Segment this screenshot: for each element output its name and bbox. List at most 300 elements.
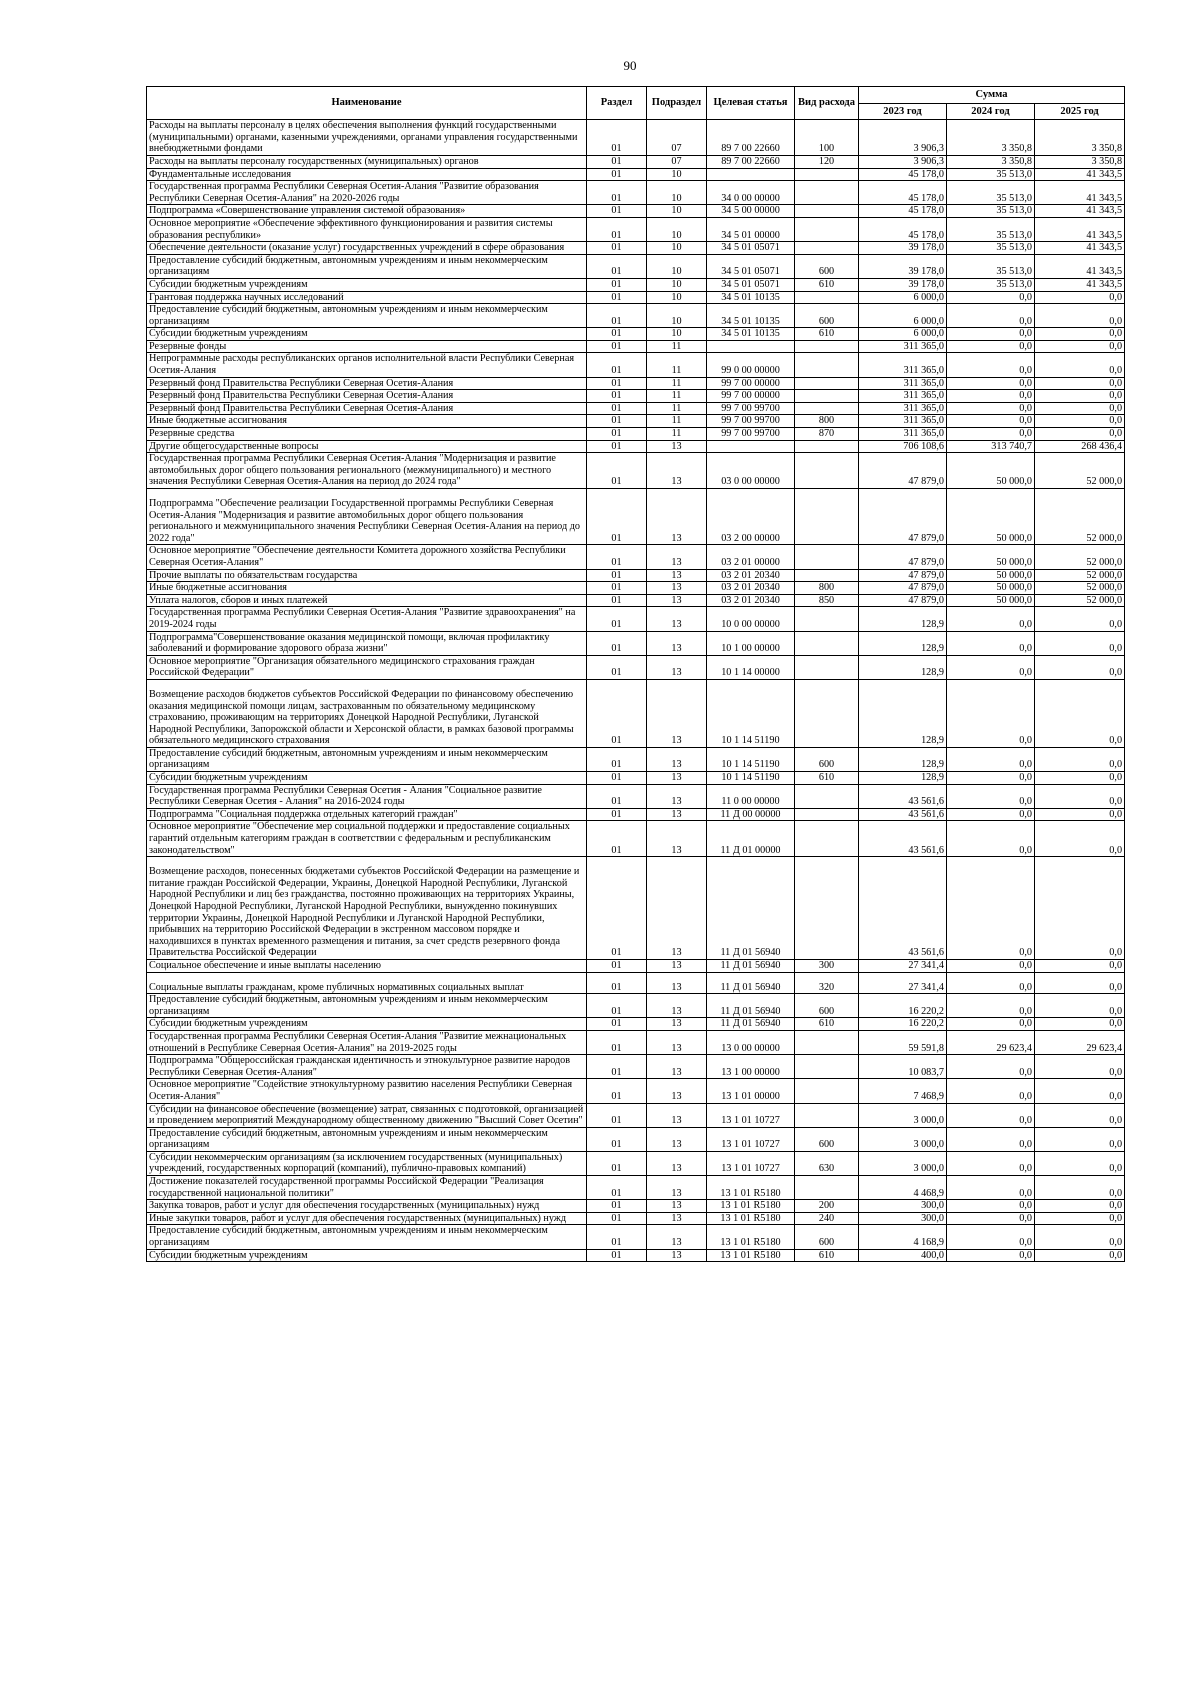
cell-target: 13 1 01 00000 xyxy=(707,1079,795,1103)
cell-expense-type xyxy=(795,1055,859,1079)
cell-target: 03 2 00 00000 xyxy=(707,489,795,545)
table-row xyxy=(147,120,1125,156)
cell-subsection: 13 xyxy=(647,1018,707,1031)
cell-sum-2025: 0,0 xyxy=(1035,679,1125,747)
cell-name: Предоставление субсидий бюджетным, автономным учреждениям и иным некоммерческим организациям xyxy=(147,254,587,278)
cell-sum-2024: 0,0 xyxy=(947,821,1035,857)
cell-expense-type xyxy=(795,607,859,631)
cell-sum-2024: 35 513,0 xyxy=(947,205,1035,218)
cell-name: Подпрограмма «Совершенствование управления системой образования» xyxy=(147,205,587,218)
cell-subsection: 13 xyxy=(647,821,707,857)
cell-sum-2024: 0,0 xyxy=(947,772,1035,785)
cell-sum-2023: 43 561,6 xyxy=(859,784,947,808)
table-row xyxy=(147,994,1125,1018)
cell-sum-2025: 0,0 xyxy=(1035,1225,1125,1249)
cell-subsection: 13 xyxy=(647,784,707,808)
cell-name: Резервный фонд Правительства Республики Северная Осетия-Алания xyxy=(147,390,587,403)
cell-sum-2023: 45 178,0 xyxy=(859,205,947,218)
cell-sum-2025: 52 000,0 xyxy=(1035,569,1125,582)
cell-subsection: 10 xyxy=(647,291,707,304)
cell-sum-2025: 0,0 xyxy=(1035,377,1125,390)
cell-name: Социальное обеспечение и иные выплаты населению xyxy=(147,959,587,972)
table-row xyxy=(147,972,1125,994)
cell-sum-2023: 27 341,4 xyxy=(859,959,947,972)
cell-sum-2025: 0,0 xyxy=(1035,808,1125,821)
cell-expense-type: 600 xyxy=(795,1127,859,1151)
cell-subsection: 07 xyxy=(647,120,707,156)
cell-sum-2023: 4 468,9 xyxy=(859,1176,947,1200)
header-name: Наименование xyxy=(147,87,587,120)
table-row xyxy=(147,607,1125,631)
cell-section: 01 xyxy=(587,1225,647,1249)
cell-section: 01 xyxy=(587,631,647,655)
cell-subsection: 13 xyxy=(647,631,707,655)
cell-sum-2025: 3 350,8 xyxy=(1035,155,1125,168)
cell-target: 03 2 01 20340 xyxy=(707,594,795,607)
table-row xyxy=(147,155,1125,168)
cell-subsection: 10 xyxy=(647,328,707,341)
cell-subsection: 13 xyxy=(647,1249,707,1262)
cell-sum-2023: 47 879,0 xyxy=(859,453,947,489)
cell-subsection: 13 xyxy=(647,1200,707,1213)
cell-sum-2023: 45 178,0 xyxy=(859,217,947,241)
cell-expense-type xyxy=(795,784,859,808)
cell-section: 01 xyxy=(587,607,647,631)
cell-section: 01 xyxy=(587,353,647,377)
cell-target: 34 5 01 10135 xyxy=(707,328,795,341)
cell-sum-2024: 0,0 xyxy=(947,959,1035,972)
cell-sum-2025: 41 343,5 xyxy=(1035,254,1125,278)
cell-sum-2023: 128,9 xyxy=(859,655,947,679)
cell-sum-2024: 35 513,0 xyxy=(947,242,1035,255)
table-row xyxy=(147,821,1125,857)
cell-target: 03 2 01 20340 xyxy=(707,569,795,582)
cell-expense-type xyxy=(795,217,859,241)
cell-expense-type: 600 xyxy=(795,1225,859,1249)
cell-name: Резервные средства xyxy=(147,428,587,441)
cell-section: 01 xyxy=(587,1200,647,1213)
cell-target: 13 1 01 R5180 xyxy=(707,1176,795,1200)
cell-sum-2023: 300,0 xyxy=(859,1200,947,1213)
cell-sum-2025: 0,0 xyxy=(1035,340,1125,353)
cell-target: 99 7 00 99700 xyxy=(707,415,795,428)
cell-sum-2024: 0,0 xyxy=(947,808,1035,821)
header-expense-type: Вид расхода xyxy=(795,87,859,120)
cell-sum-2024: 0,0 xyxy=(947,1200,1035,1213)
cell-sum-2025: 41 343,5 xyxy=(1035,205,1125,218)
table-row xyxy=(147,545,1125,569)
cell-subsection: 10 xyxy=(647,254,707,278)
cell-sum-2024: 0,0 xyxy=(947,1151,1035,1175)
cell-section: 01 xyxy=(587,390,647,403)
cell-sum-2023: 3 000,0 xyxy=(859,1103,947,1127)
cell-sum-2023: 39 178,0 xyxy=(859,254,947,278)
table-row xyxy=(147,181,1125,205)
cell-sum-2024: 0,0 xyxy=(947,340,1035,353)
table-row xyxy=(147,205,1125,218)
cell-section: 01 xyxy=(587,1018,647,1031)
header-section: Раздел xyxy=(587,87,647,120)
cell-expense-type: 320 xyxy=(795,972,859,994)
cell-subsection: 13 xyxy=(647,440,707,453)
cell-section: 01 xyxy=(587,1151,647,1175)
table-row xyxy=(147,254,1125,278)
cell-sum-2023: 128,9 xyxy=(859,747,947,771)
cell-section: 01 xyxy=(587,304,647,328)
table-row xyxy=(147,1176,1125,1200)
cell-target: 89 7 00 22660 xyxy=(707,155,795,168)
cell-sum-2024: 0,0 xyxy=(947,1225,1035,1249)
cell-sum-2025: 41 343,5 xyxy=(1035,168,1125,181)
cell-name: Субсидии бюджетным учреждениям xyxy=(147,278,587,291)
cell-expense-type: 100 xyxy=(795,120,859,156)
cell-expense-type xyxy=(795,440,859,453)
budget-table xyxy=(146,86,1125,1262)
cell-sum-2025: 52 000,0 xyxy=(1035,489,1125,545)
cell-name: Основное мероприятие "Организация обязательного медицинского страхования граждан Российской Федерации" xyxy=(147,655,587,679)
cell-target: 11 Д 00 00000 xyxy=(707,808,795,821)
cell-sum-2025: 0,0 xyxy=(1035,857,1125,960)
cell-sum-2025: 0,0 xyxy=(1035,631,1125,655)
table-body xyxy=(147,120,1125,1262)
cell-expense-type: 610 xyxy=(795,1249,859,1262)
cell-section: 01 xyxy=(587,328,647,341)
cell-name: Субсидии некоммерческим организациям (за исключением государственных (муниципальных) учреждений, государственных корпораций (компаний), публично-правовых компаний) xyxy=(147,1151,587,1175)
cell-expense-type xyxy=(795,340,859,353)
cell-sum-2025: 0,0 xyxy=(1035,1127,1125,1151)
cell-sum-2024: 0,0 xyxy=(947,1212,1035,1225)
cell-sum-2024: 0,0 xyxy=(947,304,1035,328)
table-row xyxy=(147,242,1125,255)
cell-name: Грантовая поддержка научных исследований xyxy=(147,291,587,304)
cell-sum-2023: 27 341,4 xyxy=(859,972,947,994)
cell-sum-2023: 39 178,0 xyxy=(859,278,947,291)
header-2024: 2024 год xyxy=(947,103,1035,120)
cell-section: 01 xyxy=(587,1103,647,1127)
cell-target xyxy=(707,168,795,181)
cell-section: 01 xyxy=(587,594,647,607)
cell-sum-2025: 0,0 xyxy=(1035,784,1125,808)
cell-sum-2023: 47 879,0 xyxy=(859,582,947,595)
cell-name: Обеспечение деятельности (оказание услуг) государственных учреждений в сфере образования xyxy=(147,242,587,255)
cell-expense-type xyxy=(795,821,859,857)
cell-target: 99 7 00 99700 xyxy=(707,402,795,415)
cell-section: 01 xyxy=(587,181,647,205)
cell-target: 11 Д 01 56940 xyxy=(707,857,795,960)
header-sum: Сумма xyxy=(859,87,1125,104)
cell-name: Государственная программа Республики Северная Осетия-Алания "Модернизация и развитие автомобильных дорог общего пользования регионального (межмуниципального) и местного значения Республики Северная Осетия-Алания на период до 2024 года" xyxy=(147,453,587,489)
cell-name: Непрограммные расходы республиканских органов исполнительной власти Республики Северная Осетия-Алания xyxy=(147,353,587,377)
cell-section: 01 xyxy=(587,857,647,960)
cell-name: Подпрограмма "Обеспечение реализации Государственной программы Республики Северная Осетия-Алания "Модернизация и развитие автомобильных дорог общего пользования регионального и межмуниципального значения Республики Северная Осетия-Алания на период до 2022 года" xyxy=(147,489,587,545)
cell-sum-2025: 52 000,0 xyxy=(1035,582,1125,595)
header-2025: 2025 год xyxy=(1035,103,1125,120)
cell-sum-2023: 4 168,9 xyxy=(859,1225,947,1249)
cell-sum-2025: 0,0 xyxy=(1035,1018,1125,1031)
cell-sum-2023: 10 083,7 xyxy=(859,1055,947,1079)
cell-subsection: 13 xyxy=(647,972,707,994)
cell-name: Субсидии бюджетным учреждениям xyxy=(147,328,587,341)
cell-target: 13 1 01 R5180 xyxy=(707,1212,795,1225)
cell-section: 01 xyxy=(587,1055,647,1079)
cell-sum-2024: 35 513,0 xyxy=(947,254,1035,278)
cell-section: 01 xyxy=(587,1176,647,1200)
cell-section: 01 xyxy=(587,1249,647,1262)
cell-target: 11 Д 01 56940 xyxy=(707,959,795,972)
cell-sum-2024: 29 623,4 xyxy=(947,1030,1035,1054)
cell-sum-2025: 0,0 xyxy=(1035,304,1125,328)
cell-section: 01 xyxy=(587,972,647,994)
cell-name: Предоставление субсидий бюджетным, автономным учреждениям и иным некоммерческим организациям xyxy=(147,1225,587,1249)
cell-subsection: 10 xyxy=(647,304,707,328)
cell-sum-2024: 0,0 xyxy=(947,747,1035,771)
cell-name: Государственная программа Республики Северная Осетия-Алания "Развитие межнациональных отношений в Республике Северная Осетия-Алания" на 2019-2025 годы xyxy=(147,1030,587,1054)
cell-sum-2023: 47 879,0 xyxy=(859,489,947,545)
cell-sum-2025: 0,0 xyxy=(1035,1151,1125,1175)
cell-sum-2024: 0,0 xyxy=(947,1249,1035,1262)
cell-expense-type: 870 xyxy=(795,428,859,441)
cell-sum-2023: 47 879,0 xyxy=(859,569,947,582)
cell-subsection: 11 xyxy=(647,353,707,377)
cell-target: 99 7 00 00000 xyxy=(707,377,795,390)
table-row xyxy=(147,1030,1125,1054)
cell-subsection: 13 xyxy=(647,655,707,679)
cell-subsection: 07 xyxy=(647,155,707,168)
cell-sum-2024: 50 000,0 xyxy=(947,545,1035,569)
table-row xyxy=(147,808,1125,821)
cell-sum-2025: 0,0 xyxy=(1035,328,1125,341)
table-row xyxy=(147,1103,1125,1127)
cell-subsection: 13 xyxy=(647,594,707,607)
cell-expense-type xyxy=(795,353,859,377)
table-row xyxy=(147,217,1125,241)
cell-target: 03 0 00 00000 xyxy=(707,453,795,489)
cell-section: 01 xyxy=(587,821,647,857)
cell-sum-2024: 0,0 xyxy=(947,994,1035,1018)
cell-target: 34 5 01 05071 xyxy=(707,242,795,255)
cell-name: Государственная программа Республики Северная Осетия-Алания "Развитие здравоохранения" на 2019-2024 годы xyxy=(147,607,587,631)
cell-name: Расходы на выплаты персоналу государственных (муниципальных) органов xyxy=(147,155,587,168)
cell-target: 13 1 01 10727 xyxy=(707,1103,795,1127)
cell-expense-type: 800 xyxy=(795,415,859,428)
cell-expense-type: 240 xyxy=(795,1212,859,1225)
cell-sum-2024: 0,0 xyxy=(947,607,1035,631)
cell-expense-type xyxy=(795,545,859,569)
cell-sum-2024: 0,0 xyxy=(947,655,1035,679)
cell-sum-2023: 311 365,0 xyxy=(859,428,947,441)
cell-target: 13 1 01 10727 xyxy=(707,1127,795,1151)
cell-expense-type: 600 xyxy=(795,994,859,1018)
table-row xyxy=(147,415,1125,428)
cell-subsection: 13 xyxy=(647,1079,707,1103)
table-row xyxy=(147,772,1125,785)
table-row xyxy=(147,1225,1125,1249)
cell-sum-2023: 43 561,6 xyxy=(859,808,947,821)
cell-expense-type: 120 xyxy=(795,155,859,168)
cell-sum-2023: 128,9 xyxy=(859,679,947,747)
cell-sum-2025: 0,0 xyxy=(1035,994,1125,1018)
cell-sum-2023: 3 906,3 xyxy=(859,155,947,168)
cell-expense-type xyxy=(795,390,859,403)
cell-sum-2024: 0,0 xyxy=(947,972,1035,994)
cell-section: 01 xyxy=(587,569,647,582)
cell-expense-type xyxy=(795,631,859,655)
cell-expense-type: 850 xyxy=(795,594,859,607)
header-subsection: Подраздел xyxy=(647,87,707,120)
cell-sum-2024: 0,0 xyxy=(947,291,1035,304)
cell-name: Достижение показателей государственной программы Российской Федерации "Реализация государственной национальной политики" xyxy=(147,1176,587,1200)
cell-target xyxy=(707,440,795,453)
cell-sum-2024: 0,0 xyxy=(947,1079,1035,1103)
cell-sum-2024: 0,0 xyxy=(947,679,1035,747)
cell-sum-2024: 313 740,7 xyxy=(947,440,1035,453)
cell-sum-2023: 47 879,0 xyxy=(859,594,947,607)
cell-name: Предоставление субсидий бюджетным, автономным учреждениям и иным некоммерческим организациям xyxy=(147,994,587,1018)
table-row xyxy=(147,390,1125,403)
cell-subsection: 13 xyxy=(647,545,707,569)
cell-sum-2024: 50 000,0 xyxy=(947,453,1035,489)
cell-section: 01 xyxy=(587,120,647,156)
cell-name: Резервные фонды xyxy=(147,340,587,353)
table-row xyxy=(147,291,1125,304)
cell-name: Иные бюджетные ассигнования xyxy=(147,582,587,595)
cell-sum-2024: 3 350,8 xyxy=(947,120,1035,156)
cell-sum-2023: 39 178,0 xyxy=(859,242,947,255)
cell-expense-type xyxy=(795,181,859,205)
cell-sum-2023: 311 365,0 xyxy=(859,353,947,377)
cell-sum-2025: 0,0 xyxy=(1035,1212,1125,1225)
cell-subsection: 13 xyxy=(647,808,707,821)
cell-target: 13 1 01 10727 xyxy=(707,1151,795,1175)
cell-target: 11 0 00 00000 xyxy=(707,784,795,808)
cell-expense-type: 630 xyxy=(795,1151,859,1175)
cell-name: Возмещение расходов, понесенных бюджетами субъектов Российской Федерации на размещение и питание граждан Российской Федерации, Украины, Донецкой Народной Республики, Луганской Народной Республики и лиц без гражданства, постоянно проживающих на территориях Украины, Донецкой Народной Республики, Луганской Народной Республики, вынужденно покинувших территории Украины, Донецкой Народной Республики и Луганской Народной Республики, прибывших на территорию Российской Федерации в экстренном массовом порядке и находившихся в пунктах временного размещения и питания, за счет средств резервного фонда Правительства Российской Федерации xyxy=(147,857,587,960)
cell-sum-2023: 706 108,6 xyxy=(859,440,947,453)
cell-section: 01 xyxy=(587,254,647,278)
cell-subsection: 13 xyxy=(647,1055,707,1079)
cell-sum-2023: 6 000,0 xyxy=(859,328,947,341)
cell-target: 13 1 01 R5180 xyxy=(707,1225,795,1249)
cell-sum-2025: 0,0 xyxy=(1035,1200,1125,1213)
cell-sum-2023: 47 879,0 xyxy=(859,545,947,569)
cell-target: 11 Д 01 56940 xyxy=(707,972,795,994)
cell-subsection: 13 xyxy=(647,489,707,545)
cell-subsection: 13 xyxy=(647,582,707,595)
cell-target: 34 5 01 00000 xyxy=(707,217,795,241)
cell-sum-2024: 50 000,0 xyxy=(947,569,1035,582)
table-row xyxy=(147,1055,1125,1079)
table-row xyxy=(147,278,1125,291)
cell-sum-2024: 0,0 xyxy=(947,328,1035,341)
cell-expense-type xyxy=(795,655,859,679)
cell-section: 01 xyxy=(587,1127,647,1151)
cell-target: 10 1 00 00000 xyxy=(707,631,795,655)
cell-subsection: 11 xyxy=(647,340,707,353)
cell-sum-2023: 311 365,0 xyxy=(859,377,947,390)
cell-section: 01 xyxy=(587,168,647,181)
cell-target: 10 1 14 51190 xyxy=(707,772,795,785)
cell-name: Предоставление субсидий бюджетным, автономным учреждениям и иным некоммерческим организациям xyxy=(147,304,587,328)
cell-sum-2023: 300,0 xyxy=(859,1212,947,1225)
cell-section: 01 xyxy=(587,1079,647,1103)
cell-target: 34 5 01 05071 xyxy=(707,278,795,291)
cell-target: 10 1 14 51190 xyxy=(707,747,795,771)
cell-sum-2023: 311 365,0 xyxy=(859,340,947,353)
cell-sum-2024: 0,0 xyxy=(947,1127,1035,1151)
cell-sum-2024: 35 513,0 xyxy=(947,217,1035,241)
cell-sum-2024: 0,0 xyxy=(947,1055,1035,1079)
cell-sum-2025: 0,0 xyxy=(1035,747,1125,771)
cell-target: 34 0 00 00000 xyxy=(707,181,795,205)
cell-sum-2023: 400,0 xyxy=(859,1249,947,1262)
cell-name: Подпрограмма"Совершенствование оказания медицинской помощи, включая профилактику заболеваний и формирование здорового образа жизни" xyxy=(147,631,587,655)
cell-sum-2024: 0,0 xyxy=(947,784,1035,808)
cell-name: Другие общегосударственные вопросы xyxy=(147,440,587,453)
cell-subsection: 13 xyxy=(647,453,707,489)
cell-expense-type: 600 xyxy=(795,254,859,278)
cell-subsection: 11 xyxy=(647,402,707,415)
cell-sum-2025: 41 343,5 xyxy=(1035,217,1125,241)
cell-section: 01 xyxy=(587,747,647,771)
cell-expense-type xyxy=(795,489,859,545)
cell-name: Основное мероприятие «Обеспечение эффективного функционирования и развития системы образования республики» xyxy=(147,217,587,241)
cell-expense-type xyxy=(795,808,859,821)
cell-sum-2024: 50 000,0 xyxy=(947,489,1035,545)
cell-target: 11 Д 01 56940 xyxy=(707,1018,795,1031)
cell-target: 13 1 01 R5180 xyxy=(707,1249,795,1262)
cell-sum-2024: 35 513,0 xyxy=(947,181,1035,205)
cell-subsection: 10 xyxy=(647,242,707,255)
table-row xyxy=(147,1200,1125,1213)
cell-target: 10 1 14 00000 xyxy=(707,655,795,679)
cell-sum-2024: 0,0 xyxy=(947,1103,1035,1127)
cell-sum-2023: 3 000,0 xyxy=(859,1151,947,1175)
cell-sum-2025: 0,0 xyxy=(1035,772,1125,785)
cell-sum-2023: 311 365,0 xyxy=(859,415,947,428)
cell-subsection: 10 xyxy=(647,278,707,291)
cell-section: 01 xyxy=(587,489,647,545)
cell-sum-2023: 128,9 xyxy=(859,772,947,785)
cell-subsection: 11 xyxy=(647,428,707,441)
cell-sum-2024: 0,0 xyxy=(947,631,1035,655)
cell-sum-2025: 0,0 xyxy=(1035,353,1125,377)
cell-expense-type xyxy=(795,377,859,390)
cell-sum-2025: 52 000,0 xyxy=(1035,545,1125,569)
cell-name: Предоставление субсидий бюджетным, автономным учреждениям и иным некоммерческим организациям xyxy=(147,747,587,771)
cell-name: Субсидии на финансовое обеспечение (возмещение) затрат, связанных с подготовкой, организацией и проведением мероприятий Международному общественному движению "Высший Совет Осетин" xyxy=(147,1103,587,1127)
table-row xyxy=(147,679,1125,747)
cell-section: 01 xyxy=(587,242,647,255)
cell-sum-2025: 41 343,5 xyxy=(1035,242,1125,255)
cell-sum-2023: 3 906,3 xyxy=(859,120,947,156)
cell-expense-type: 600 xyxy=(795,304,859,328)
cell-section: 01 xyxy=(587,959,647,972)
cell-expense-type xyxy=(795,679,859,747)
cell-target: 03 2 01 20340 xyxy=(707,582,795,595)
cell-sum-2023: 16 220,2 xyxy=(859,1018,947,1031)
cell-sum-2025: 0,0 xyxy=(1035,821,1125,857)
cell-section: 01 xyxy=(587,1212,647,1225)
cell-sum-2024: 0,0 xyxy=(947,402,1035,415)
table-row xyxy=(147,1151,1125,1175)
cell-sum-2023: 6 000,0 xyxy=(859,304,947,328)
cell-sum-2025: 0,0 xyxy=(1035,959,1125,972)
table-row xyxy=(147,428,1125,441)
cell-sum-2024: 0,0 xyxy=(947,1018,1035,1031)
cell-section: 01 xyxy=(587,402,647,415)
cell-expense-type xyxy=(795,857,859,960)
cell-subsection: 13 xyxy=(647,747,707,771)
